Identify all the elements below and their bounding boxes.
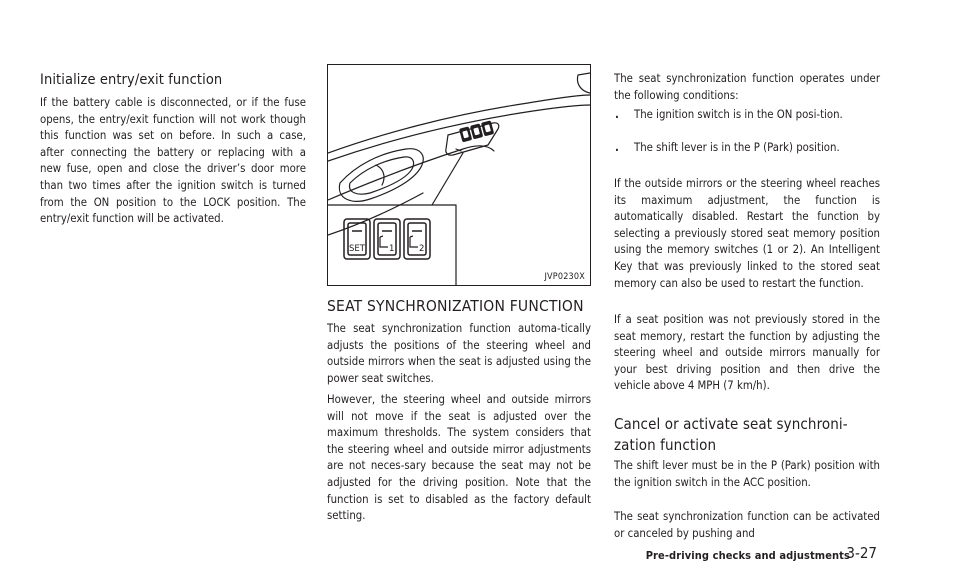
door-panel-illustration bbox=[328, 65, 590, 285]
no-stored-position-paragraph: If a seat position was not previously stored in the seat memory, restart the function by adjusting the steering wheel and outside mirrors manually for your best driving position and then drive the vehicle above 4 MPH (7 km/h). bbox=[614, 313, 880, 393]
restart-paragraph: If the outside mirrors or the steering wheel reaches its maximum adjustment, the function is automatically disabled. Restart the function by selecting a previously stored seat memory position using the memory switches (1 or 2). An Intelligent Key that was previously linked to the stored seat memory can also be used to restart the function. bbox=[614, 177, 880, 290]
switch-label-2: 2 bbox=[419, 244, 425, 254]
page-number: 3-27 bbox=[846, 544, 877, 562]
section-heading-cancel-activate: Cancel or activate seat synchroni-zation function bbox=[614, 415, 848, 454]
page-footer bbox=[0, 542, 960, 574]
seat-sync-paragraph-1: The seat synchronization function automa-tically adjusts the positions of the steering wheel and outside mirrors when the seat is adjusted using the power seat switches. bbox=[327, 322, 591, 385]
bullet-icon: . bbox=[615, 108, 619, 121]
conditions-intro: The seat synchronization function operates under the following conditions: bbox=[614, 72, 880, 102]
activate-cancel-paragraph: The seat synchronization function can be activated or canceled by pushing and bbox=[614, 510, 880, 540]
condition-bullet-2: . The shift lever is in the P (Park) position. bbox=[614, 140, 900, 157]
section-heading-seat-sync: SEAT SYNCHRONIZATION FUNCTION bbox=[327, 297, 584, 315]
section-heading-entry-exit: Initialize entry/exit function bbox=[40, 72, 223, 88]
seat-sync-paragraph-2: However, the steering wheel and outside mirrors will not move if the seat is adjusted over the maximum thresholds. The system considers that the steering wheel and outside mirror adjustments are not neces-sary because the seat may not be adjusted for the driving position. Note that the function is set to disabled as the factory default setting. bbox=[327, 393, 591, 523]
switch-label-1: 1 bbox=[389, 244, 395, 254]
switch-label-set: SET bbox=[349, 244, 365, 254]
shift-lever-paragraph: The shift lever must be in the P (Park) position with the ignition switch in the ACC position. bbox=[614, 459, 880, 489]
figure-caption: JVP0230X bbox=[544, 272, 585, 282]
seat-memory-switch-figure bbox=[327, 64, 591, 286]
footer-section-title: Pre-driving checks and adjustments bbox=[645, 549, 850, 562]
entry-exit-paragraph: If the battery cable is disconnected, or if the fuse opens, the entry/exit function will not work though this function was set on before. In such a case, after connecting the battery or replacing with a new fuse, open and close the driver’s door more than two times after the ignition switch is turned from the ON position to the LOCK position. The entry/exit function will be activated. bbox=[40, 96, 306, 226]
bullet-icon: . bbox=[615, 141, 619, 154]
condition-bullet-1: . The ignition switch is in the ON posi-tion. bbox=[614, 107, 900, 124]
